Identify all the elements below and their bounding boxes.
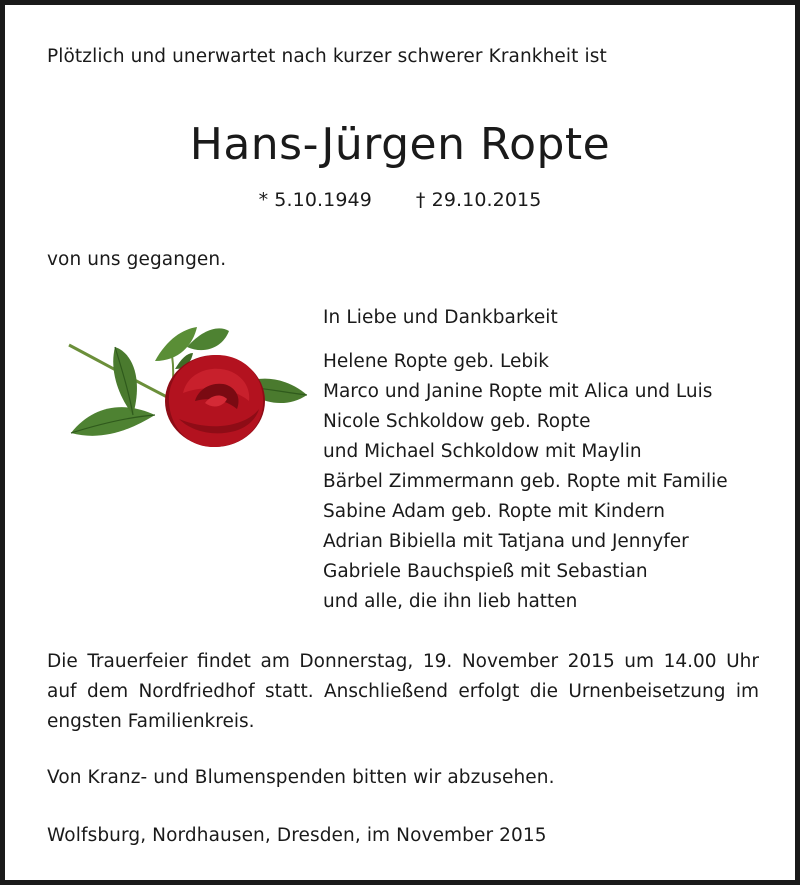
mourner-item: und Michael Schkoldow mit Maylin <box>323 441 642 462</box>
gratitude-line: In Liebe und Dankbarkeit <box>323 307 558 328</box>
mourner-item: Gabriele Bauchspieß mit Sebastian <box>323 561 648 582</box>
mourner-item: Marco und Janine Ropte mit Alica und Luis <box>323 381 713 402</box>
mourner-item: Helene Ropte geb. Lebik <box>323 351 549 372</box>
rose-icon <box>63 323 309 455</box>
birth-date: * 5.10.1949 <box>258 189 372 211</box>
donations-note: Von Kranz- und Blumenspenden bitten wir abzusehen. <box>47 767 555 788</box>
service-line: engsten Familienkreis. <box>47 711 255 732</box>
service-line: Die Trauerfeier findet am Donnerstag, 19. November 2015 um 14.00 Uhr <box>47 651 759 672</box>
life-dates <box>5 189 795 211</box>
mourner-item: Sabine Adam geb. Ropte mit Kindern <box>323 501 665 522</box>
place-and-date: Wolfsburg, Nordhausen, Dresden, im November 2015 <box>47 825 547 846</box>
intro-text: Plötzlich und unerwartet nach kurzer schwerer Krankheit ist <box>47 46 607 67</box>
death-date: † 29.10.2015 <box>415 189 542 211</box>
departed-text: von uns gegangen. <box>47 249 227 270</box>
mourner-item: Adrian Bibiella mit Tatjana und Jennyfer <box>323 531 689 552</box>
mourner-item: Bärbel Zimmermann geb. Ropte mit Familie <box>323 471 728 492</box>
mourners-list <box>323 347 728 617</box>
service-line: auf dem Nordfriedhof statt. Anschließend erfolgt die Urnenbeisetzung im <box>47 681 759 702</box>
deceased-name: Hans-Jürgen Ropte <box>189 119 611 170</box>
mourner-item: und alle, die ihn lieb hatten <box>323 591 578 612</box>
funeral-service-paragraph <box>47 647 759 737</box>
mourner-item: Nicole Schkoldow geb. Ropte <box>323 411 591 432</box>
